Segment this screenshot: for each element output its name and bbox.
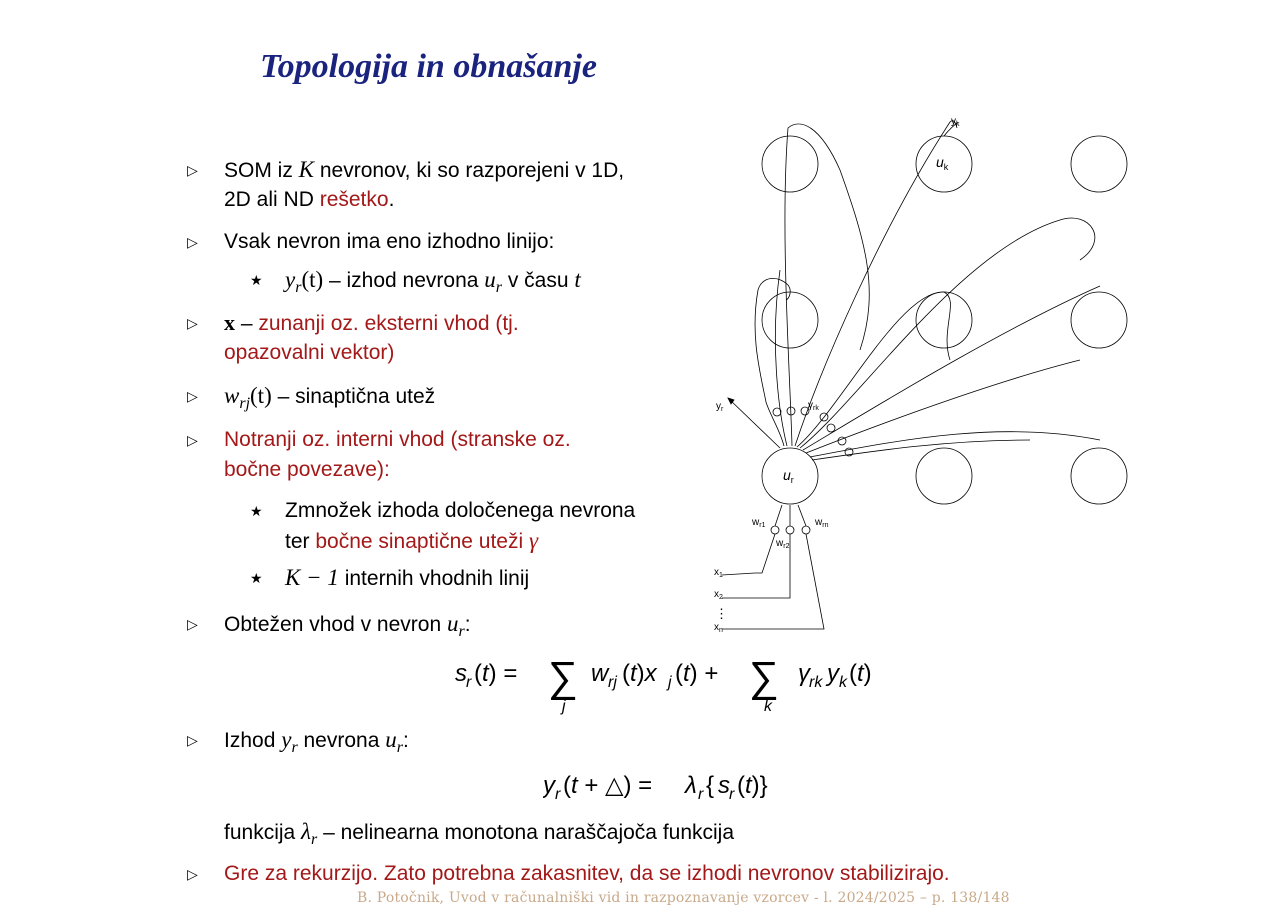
eq-sub-j: j bbox=[668, 674, 672, 691]
math-sub: r bbox=[495, 279, 503, 297]
neuron-top-left bbox=[762, 136, 818, 192]
bullet-text: Izhod bbox=[224, 729, 282, 752]
subbullet-product-line2 bbox=[285, 526, 538, 557]
synapse-dot bbox=[771, 526, 779, 534]
bullet-triangle-icon: ▷ bbox=[187, 432, 198, 448]
connection-curve bbox=[797, 292, 950, 447]
connection-curve bbox=[775, 270, 787, 446]
connection-curve bbox=[806, 360, 1080, 453]
neuron-mid-left bbox=[762, 292, 818, 348]
label-xn: $x_n$ bbox=[714, 622, 723, 634]
bullet-text: internih vhodnih linij bbox=[338, 567, 530, 590]
bullet-external-input bbox=[224, 308, 519, 339]
subbullet-yr bbox=[285, 265, 581, 303]
math-y: y bbox=[285, 267, 296, 292]
eq2-sub-r3: r bbox=[729, 786, 735, 803]
label-x2: $x_2$ bbox=[714, 589, 723, 601]
math-arg: (t) bbox=[301, 267, 324, 292]
math-sub: r bbox=[311, 831, 318, 849]
synapse-dot bbox=[838, 437, 846, 445]
eq-gamma: γ bbox=[798, 660, 810, 687]
math-sub: r bbox=[396, 739, 403, 757]
bullet-text: SOM iz bbox=[224, 159, 299, 182]
math-w: w bbox=[224, 383, 240, 408]
eq-y: y bbox=[827, 660, 839, 687]
eq2-sub-r2: r bbox=[698, 786, 704, 803]
input-line-x1 bbox=[722, 573, 755, 575]
input-line-xn bbox=[722, 534, 824, 629]
eq2-sub-r: r bbox=[555, 786, 561, 803]
star-bullet-icon: ★ bbox=[250, 503, 263, 519]
math-k-minus-1: K − 1 bbox=[285, 565, 339, 590]
connection-curve bbox=[812, 440, 1030, 460]
bullet-weighted-input bbox=[224, 609, 471, 647]
bullet-text: – bbox=[235, 312, 259, 335]
equation-yr bbox=[543, 765, 823, 816]
bullet-text: – izhod nevrona bbox=[323, 269, 485, 292]
neuron-top-right bbox=[1071, 136, 1127, 192]
bullet-text: nevrona bbox=[297, 729, 386, 752]
bullet-internal-input: Notranji oz. interni vhod (stranske oz. bbox=[224, 428, 571, 451]
bullet-output bbox=[224, 725, 409, 763]
eq2-brace-open: { bbox=[706, 772, 715, 799]
equation-sr bbox=[455, 645, 905, 730]
eq-sum2-index: k bbox=[764, 698, 772, 715]
bullet-synaptic-weight bbox=[224, 381, 435, 419]
label-wrn: $w_{rn}$ bbox=[815, 517, 829, 529]
label-gamma-rk: $\gamma_{rk}$ bbox=[808, 400, 819, 412]
page-title: Topologija in obnašanje bbox=[260, 48, 597, 85]
math-k: K bbox=[298, 157, 315, 182]
eq-sum2-icon: ∑ bbox=[749, 653, 779, 700]
eq-sub-rj: rj bbox=[608, 674, 617, 691]
synapse-dot bbox=[786, 526, 794, 534]
highlight-external: zunanji oz. eksterni vhod (tj. bbox=[258, 312, 519, 335]
bullet-internal-line2: bočne povezave): bbox=[224, 458, 390, 481]
math-t: t bbox=[574, 267, 581, 292]
math-sub: r bbox=[458, 623, 465, 641]
subbullet-k-minus-one bbox=[285, 563, 529, 594]
math-sub: r bbox=[291, 739, 298, 757]
label-x1: $x_1$ bbox=[714, 567, 723, 579]
math-u: u bbox=[385, 727, 397, 752]
eq-sub-k: k bbox=[839, 674, 847, 691]
bullet-triangle-icon: ▷ bbox=[187, 315, 198, 331]
connection-curve bbox=[755, 278, 790, 446]
synapse-dot bbox=[827, 424, 835, 432]
math-gamma: γ bbox=[528, 528, 539, 553]
math-u: u bbox=[484, 267, 496, 292]
input-line-x1 bbox=[755, 534, 775, 573]
bullet-triangle-icon: ▷ bbox=[187, 732, 198, 748]
eq2-lambda: λ bbox=[685, 772, 697, 799]
bullet-som bbox=[224, 155, 624, 186]
label-ur: $u_r$ bbox=[783, 467, 794, 485]
input-stem bbox=[798, 505, 806, 526]
bullet-triangle-icon: ▷ bbox=[187, 616, 198, 632]
bullet-text: nevronov, ki so razporejeni v 1D, bbox=[314, 159, 625, 182]
highlight-lateral: bočne sinaptične uteži bbox=[315, 530, 529, 553]
eq-term2-arg: (t) bbox=[849, 660, 872, 687]
neuron-bottom-right bbox=[1071, 448, 1127, 504]
eq-term1-arg: (t) + bbox=[675, 660, 719, 687]
math-sub: rj bbox=[239, 395, 251, 413]
equation-sr-graphic bbox=[455, 645, 905, 723]
bullet-triangle-icon: ▷ bbox=[187, 866, 198, 882]
bullet-external-line2: opazovalni vektor) bbox=[224, 341, 395, 364]
neuron-bottom-center bbox=[916, 448, 972, 504]
eq2-s: s bbox=[718, 772, 730, 799]
connection-curve bbox=[810, 432, 1100, 457]
label-wr2: $w_{r2}$ bbox=[776, 538, 790, 550]
connection-curve bbox=[803, 286, 1100, 450]
eq-s: s bbox=[455, 660, 467, 687]
bullet-output-line: Vsak nevron ima eno izhodno linijo: bbox=[224, 230, 555, 253]
synapse-dot bbox=[773, 408, 781, 416]
label-uk: $u_k$ bbox=[936, 154, 949, 172]
synapse-dot bbox=[802, 526, 810, 534]
bullet-text: Obtežen vhod v nevron bbox=[224, 613, 447, 636]
math-sub: r bbox=[295, 279, 302, 297]
math-y: y bbox=[281, 727, 292, 752]
input-stem bbox=[775, 505, 782, 526]
slide-footer: B. Potočnik, Uvod v računalniški vid in razpoznavanje vzorcev - l. 2024/2025 – p. 138/148 bbox=[357, 890, 1010, 906]
math-x-bold: x bbox=[224, 310, 235, 335]
star-bullet-icon: ★ bbox=[250, 570, 263, 586]
bullet-text: : bbox=[402, 729, 409, 752]
eq-term1: (t)x bbox=[622, 660, 657, 687]
bullet-text: 2D ali ND bbox=[224, 188, 320, 211]
bullet-text: funkcija bbox=[224, 821, 302, 844]
bullet-triangle-icon: ▷ bbox=[187, 162, 198, 178]
bullet-som-line2 bbox=[224, 185, 394, 215]
eq2-y: y bbox=[543, 772, 555, 799]
math-arg: (t) bbox=[250, 383, 272, 408]
function-description bbox=[224, 817, 734, 855]
eq-sub-r: r bbox=[466, 674, 472, 691]
neuron-mid-right bbox=[1071, 292, 1127, 348]
eq-arg: (t) = bbox=[474, 660, 518, 687]
subbullet-product: Zmnožek izhoda določenega nevrona bbox=[285, 499, 636, 522]
bullet-text: : bbox=[464, 613, 471, 636]
label-wr1: $w_{r1}$ bbox=[752, 517, 766, 529]
math-u: u bbox=[446, 611, 459, 636]
eq-sub-rk: rk bbox=[809, 674, 823, 691]
highlight-resetko: rešetko bbox=[319, 188, 389, 211]
label-yk: $y_k$ bbox=[951, 116, 960, 128]
eq-sum1-icon: ∑ bbox=[548, 653, 578, 700]
bullet-text: ter bbox=[285, 530, 316, 553]
bullet-text: – nelinearna monotona naraščajoča funkcija bbox=[317, 821, 735, 844]
equation-yr-graphic bbox=[543, 765, 823, 809]
bullet-triangle-icon: ▷ bbox=[187, 234, 198, 250]
bullet-text: . bbox=[388, 188, 395, 211]
bullet-recursion: Gre za rekurzijo. Zato potrebna zakasnitev, da se izhodi nevronov stabilizirajo. bbox=[224, 862, 950, 885]
bullet-text: – sinaptična utež bbox=[271, 385, 436, 408]
bullet-text: v času bbox=[502, 269, 575, 292]
neuron-mid-center bbox=[916, 292, 972, 348]
som-topology-diagram bbox=[700, 110, 1140, 640]
bullet-triangle-icon: ▷ bbox=[187, 388, 198, 404]
math-lambda: λ bbox=[301, 819, 312, 844]
label-vertical-dots: ⋮ bbox=[715, 606, 728, 621]
eq-w: w bbox=[591, 660, 609, 687]
connection-curve bbox=[785, 124, 869, 446]
star-bullet-icon: ★ bbox=[250, 272, 263, 288]
output-arrow-line bbox=[728, 398, 780, 448]
label-yr: $y_r$ bbox=[716, 401, 724, 413]
eq2-inner: (t)} bbox=[737, 772, 768, 799]
eq-sum1-index: j bbox=[562, 698, 566, 715]
eq2-arg: (t + △) = bbox=[563, 772, 653, 799]
connection-curve bbox=[795, 121, 957, 446]
